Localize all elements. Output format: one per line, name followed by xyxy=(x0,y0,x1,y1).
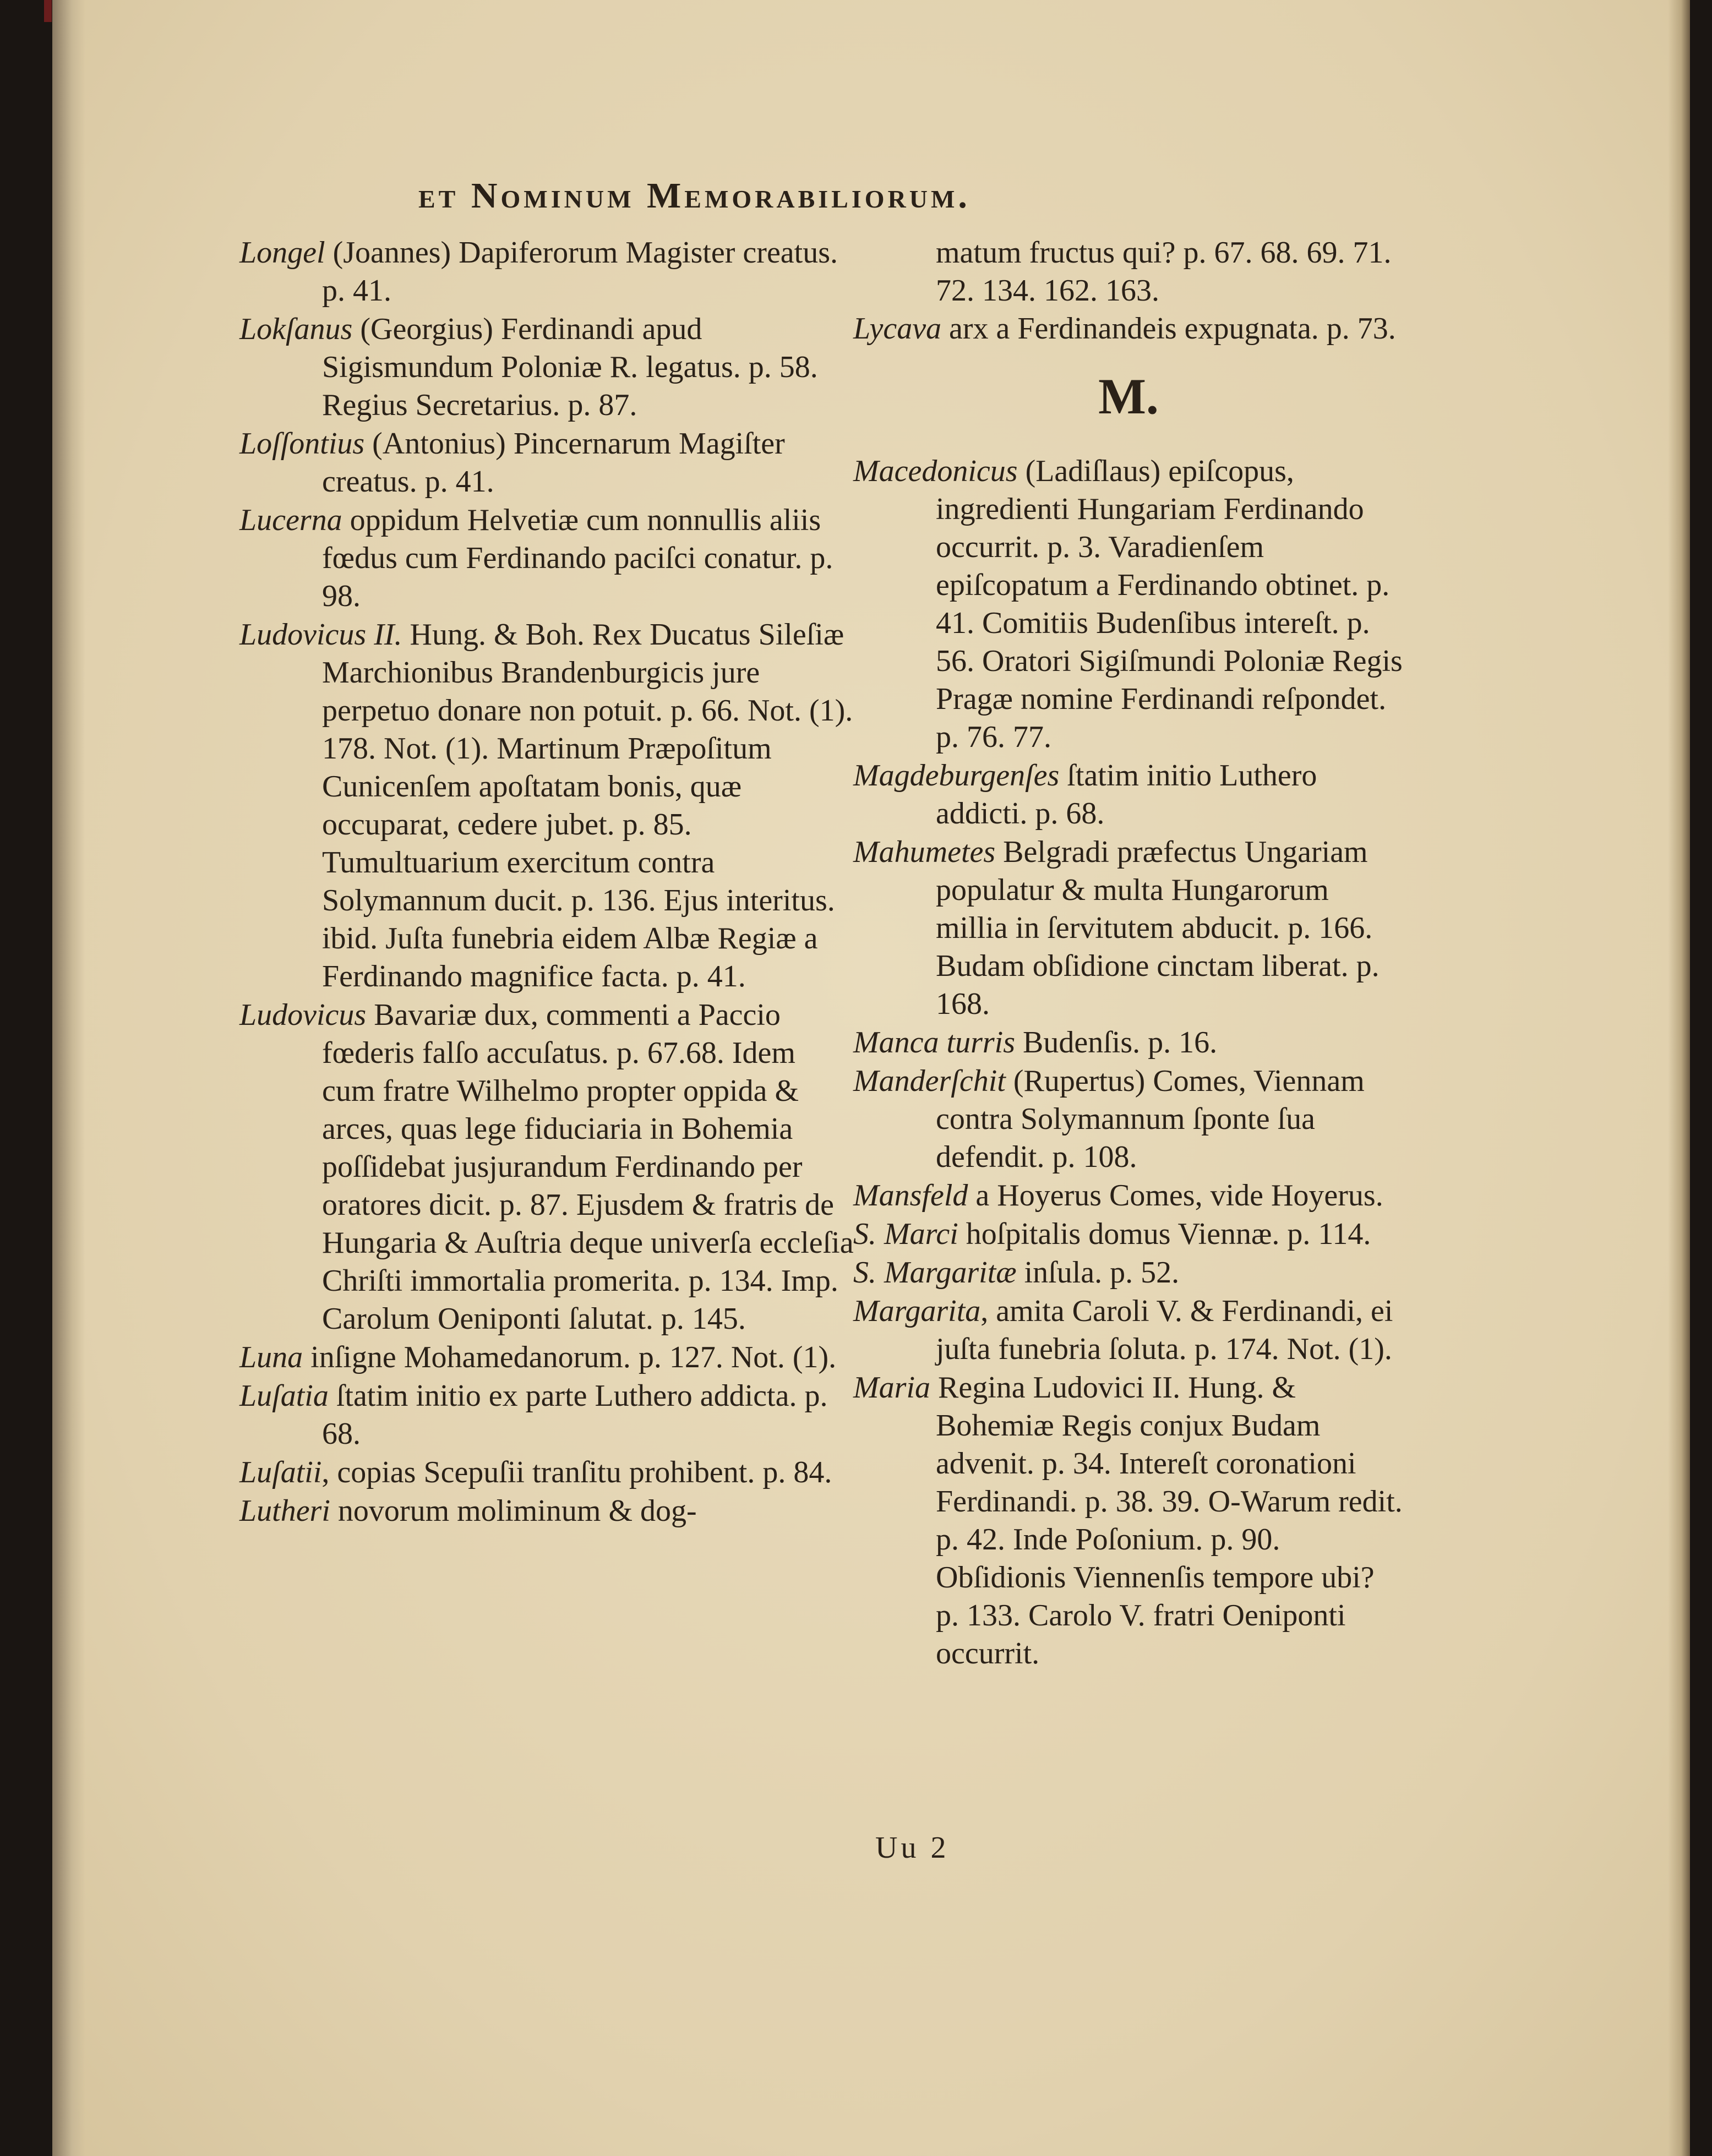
page-edge xyxy=(1668,0,1690,2156)
headword: Macedonicus xyxy=(853,454,1018,488)
index-entry xyxy=(853,1062,1404,1176)
index-entry xyxy=(239,996,856,1338)
headword: Magdeburgenſes xyxy=(853,758,1060,793)
headword: Margarita xyxy=(853,1294,981,1328)
index-entry xyxy=(853,1177,1404,1215)
entry-text: oppidum Helvetiæ cum nonnullis aliis fœdus cum Ferdinando paciſci conatur. p. 98. xyxy=(322,503,833,613)
headword: Manderſchit xyxy=(853,1064,1006,1098)
headword: S. Margaritæ xyxy=(853,1256,1017,1290)
entry-text: Bavariæ dux, commenti a Paccio fœderis falſo accuſatus. p. 67.68. Idem cum fratre Wilhelmo propter oppida & arces, quas lege fiduciaria in Bohemia poſſidebat jusjurandum Ferdinando per oratores dicit. p. 87. Ejusdem & fratris de Hungaria & Auſtria deque univerſa eccleſia Chriſti immortalia promerita. p. 134. Imp. Carolum Oeniponti ſalutat. p. 145. xyxy=(322,998,854,1336)
index-entry xyxy=(239,616,856,996)
headword: Luſatia xyxy=(239,1379,329,1413)
index-entry xyxy=(853,1254,1404,1292)
index-entry xyxy=(239,1454,856,1492)
left-column xyxy=(239,234,856,1531)
index-entry xyxy=(853,1292,1404,1368)
entry-text: (Georgius) Ferdinandi apud Sigismundum Poloniæ R. legatus. p. 58. Regius Secretarius. p. 87. xyxy=(322,312,818,422)
headword: Loſſontius xyxy=(239,427,365,461)
index-entry xyxy=(239,234,856,310)
headword: Lutheri xyxy=(239,1494,330,1528)
entry-text: , amita Caroli V. & Ferdinandi, ei juſta funebria ſoluta. p. 174. Not. (1). xyxy=(936,1294,1393,1366)
entry-text: Hung. & Boh. Rex Ducatus Sileſiæ Marchionibus Brandenburgicis jure perpetuo donare non potuit. p. 66. Not. (1). 178. Not. (1). Martinum Præpoſitum Cunicenſem apoſtatam bonis, quæ occuparat, cedere jubet. p. 85. Tumultuarium exercitum contra Solymannum ducit. p. 136. Ejus interitus. ibid. Juſta funebria eidem Albæ Regiæ a Ferdinando magnifice facta. p. 41. xyxy=(322,618,853,994)
entry-text: inſula. p. 52. xyxy=(1016,1256,1180,1290)
entry-text: ſtatim initio Luthero addicti. p. 68. xyxy=(936,758,1317,831)
entry-text: (Antonius) Pincernarum Magiſter creatus. p. 41. xyxy=(322,427,785,499)
binding-tab xyxy=(44,0,52,22)
index-entry xyxy=(853,452,1404,756)
headword: Mansfeld xyxy=(853,1178,968,1213)
entry-text: hoſpitalis domus Viennæ. p. 114. xyxy=(958,1217,1371,1251)
entry-text: (Ladiſlaus) epiſcopus, ingredienti Hungariam Ferdinando occurrit. p. 3. Varadienſem epiſcopatum a Ferdinando obtinet. p. 41. Comitiis Budenſibus intereſt. p. 56. Oratori Sigiſmundi Poloniæ Regis Pragæ nomine Ferdinandi reſpondet. p. 76. 77. xyxy=(936,454,1403,754)
index-entry xyxy=(239,1492,856,1530)
index-entry xyxy=(853,757,1404,833)
entry-text: , copias Scepuſii tranſitu prohibent. p. 84. xyxy=(321,1455,832,1489)
entry-text: (Joannes) Dapiferorum Magister creatus. p. 41. xyxy=(322,236,838,308)
book-page xyxy=(52,0,1690,2156)
index-entry xyxy=(239,425,856,501)
entry-text: ſtatim initio ex parte Luthero addicta. p. 68. xyxy=(322,1379,828,1451)
index-entry xyxy=(239,1339,856,1377)
entry-text: arx a Ferdinandeis expugnata. p. 73. xyxy=(941,312,1396,346)
entry-text: Budenſis. p. 16. xyxy=(1015,1025,1218,1060)
index-entry xyxy=(853,1024,1404,1062)
headword: Lokſanus xyxy=(239,312,353,346)
entry-text: novorum moliminum & dog- xyxy=(330,1494,697,1528)
entry-text: inſigne Mohamedanorum. p. 127. Not. (1). xyxy=(303,1340,837,1374)
section-letter: M. xyxy=(1098,368,1159,424)
headword: Lucerna xyxy=(239,503,342,537)
headword: Luna xyxy=(239,1340,303,1374)
right-column xyxy=(853,234,1404,1673)
headword: Mahumetes xyxy=(853,835,996,869)
index-entry xyxy=(853,1215,1404,1253)
index-entry xyxy=(239,310,856,424)
headword: Longel xyxy=(239,236,325,270)
index-entry xyxy=(853,1369,1404,1673)
entry-text: Belgradi præfectus Ungariam populatur & multa Hungarorum millia in ſervitutem abducit. p. 166. Budam obſidione cinctam liberat. p. 168. xyxy=(936,835,1380,1021)
entry-text: (Rupertus) Comes, Viennam contra Solymannum ſponte ſua defendit. p. 108. xyxy=(936,1064,1365,1174)
headword: Manca turris xyxy=(853,1025,1015,1060)
headword: Ludovicus II. xyxy=(239,618,402,652)
entry-text: Regina Ludovici II. Hung. & Bohemiæ Regis conjux Budam advenit. p. 34. Intereſt coronationi Ferdinandi. p. 38. 39. O-Warum redit. p. 42. Inde Poſonium. p. 90. Obſidionis Viennenſis tempore ubi? p. 133. Carolo V. fratri Oeniponti occurrit. xyxy=(930,1371,1403,1671)
index-entry xyxy=(239,1377,856,1453)
index-entry xyxy=(853,833,1404,1023)
index-entry xyxy=(853,310,1404,348)
index-entry xyxy=(239,501,856,615)
headword: Ludovicus xyxy=(239,998,367,1032)
page-gutter xyxy=(52,0,85,2156)
headword: S. Marci xyxy=(853,1217,958,1251)
signature-mark: Uu 2 xyxy=(875,1831,950,1865)
headword: Maria xyxy=(853,1371,930,1405)
running-header: et Nominum Memorabiliorum. xyxy=(418,176,971,216)
entry-text: a Hoyerus Comes, vide Hoyerus. xyxy=(968,1178,1383,1213)
headword: Luſatii xyxy=(239,1455,322,1489)
entry-continuation: matum fructus qui? p. 67. 68. 69. 71. 72. 134. 162. 163. xyxy=(936,236,1392,308)
headword: Lycava xyxy=(853,312,942,346)
